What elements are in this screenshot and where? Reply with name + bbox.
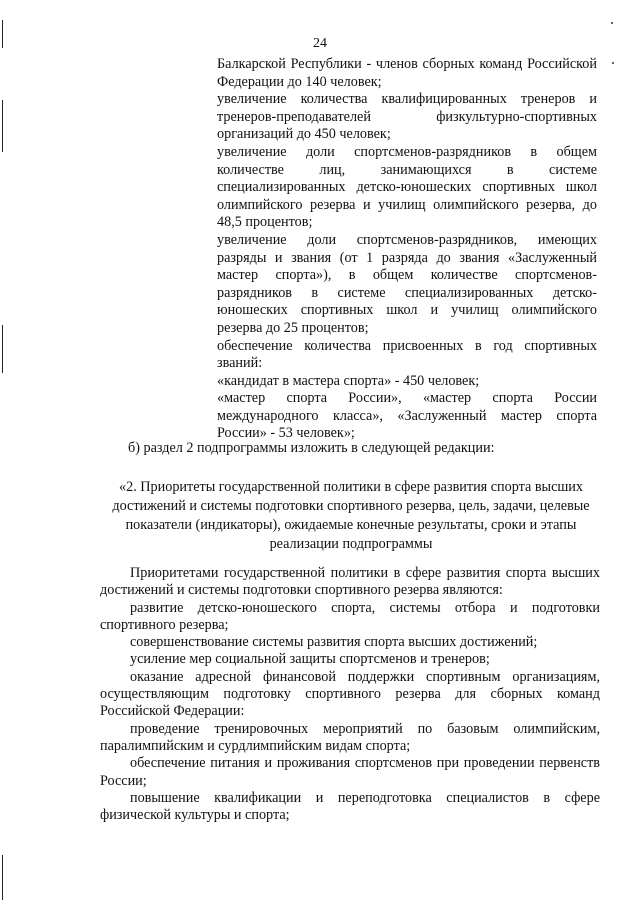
paragraph: усиление мер социальной защиты спортсменов и тренеров; <box>130 651 490 668</box>
paragraph: обеспечение питания и проживания спортсменов при проведении первенств России; <box>100 755 600 789</box>
section-b-instruction: б) раздел 2 подпрограммы изложить в следующей редакции: <box>128 440 495 456</box>
scan-edge-mark <box>2 325 3 373</box>
paragraph: обеспечение количества присвоенных в год спортивных званий: <box>217 337 597 372</box>
scan-edge-mark <box>2 100 3 152</box>
scan-dot <box>611 22 613 24</box>
paragraph: Приоритетами государственной политики в сфере развития спорта высших достижений и системы подготовки спортивного резерва являются: <box>100 565 600 599</box>
paragraph: увеличение доли спортсменов-разрядников в общем количестве лиц, занимающихся в системе специализированных детско-юношеских спортивных школ олимпийского резерва и училищ олимпийского резерва, до 48,5 процентов; <box>217 143 597 231</box>
paragraph: Балкарской Республики - членов сборных команд Российской Федерации до 140 человек; <box>217 56 597 90</box>
paragraph: «мастер спорта России», «мастер спорта России международного класса», «Заслуженный мастер спорта России» - 53 человек»; <box>217 390 597 442</box>
body-text <box>100 565 600 824</box>
scan-dot <box>612 62 614 64</box>
paragraph: «кандидат в мастера спорта» - 450 человек; <box>217 372 480 389</box>
section-heading: «2. Приоритеты государственной политики в сфере развития спорта высших достижений и системы подготовки спортивного резерва, цель, задачи, целевые показатели (индикаторы), ожидаемые конечные результаты, сроки и этапы реализации подпрограммы <box>112 479 590 552</box>
paragraph: оказание адресной финансовой поддержки спортивным организациям, осуществляющим подготовку спортивного резерва для сборных команд Российской Федерации: <box>100 668 600 720</box>
paragraph: проведение тренировочных мероприятий по базовым олимпийским, паралимпийским и сурдлимпийским видам спорта; <box>100 720 600 754</box>
paragraph: развитие детско-юношеского спорта, системы отбора и подготовки спортивного резерва; <box>100 599 600 633</box>
right-column-text <box>217 56 597 443</box>
paragraph: совершенствование системы развития спорта высших достижений; <box>130 634 538 651</box>
page-number: 24 <box>313 36 327 51</box>
scan-edge-mark <box>2 855 3 900</box>
paragraph: увеличение доли спортсменов-разрядников, имеющих разряды и звания (от 1 разряда до звания «Заслуженный мастер спорта»), в общем количестве спортсменов-разрядников в системе специализированных детско-юношеских спортивных школ и училищ олимпийского резерва до 25 процентов; <box>217 231 597 336</box>
paragraph: повышение квалификации и переподготовка специалистов в сфере физической культуры и спорта; <box>100 789 600 824</box>
paragraph: увеличение количества квалифицированных тренеров и тренеров-преподавателей физкультурно-спортивных организаций до 450 человек; <box>217 91 597 143</box>
